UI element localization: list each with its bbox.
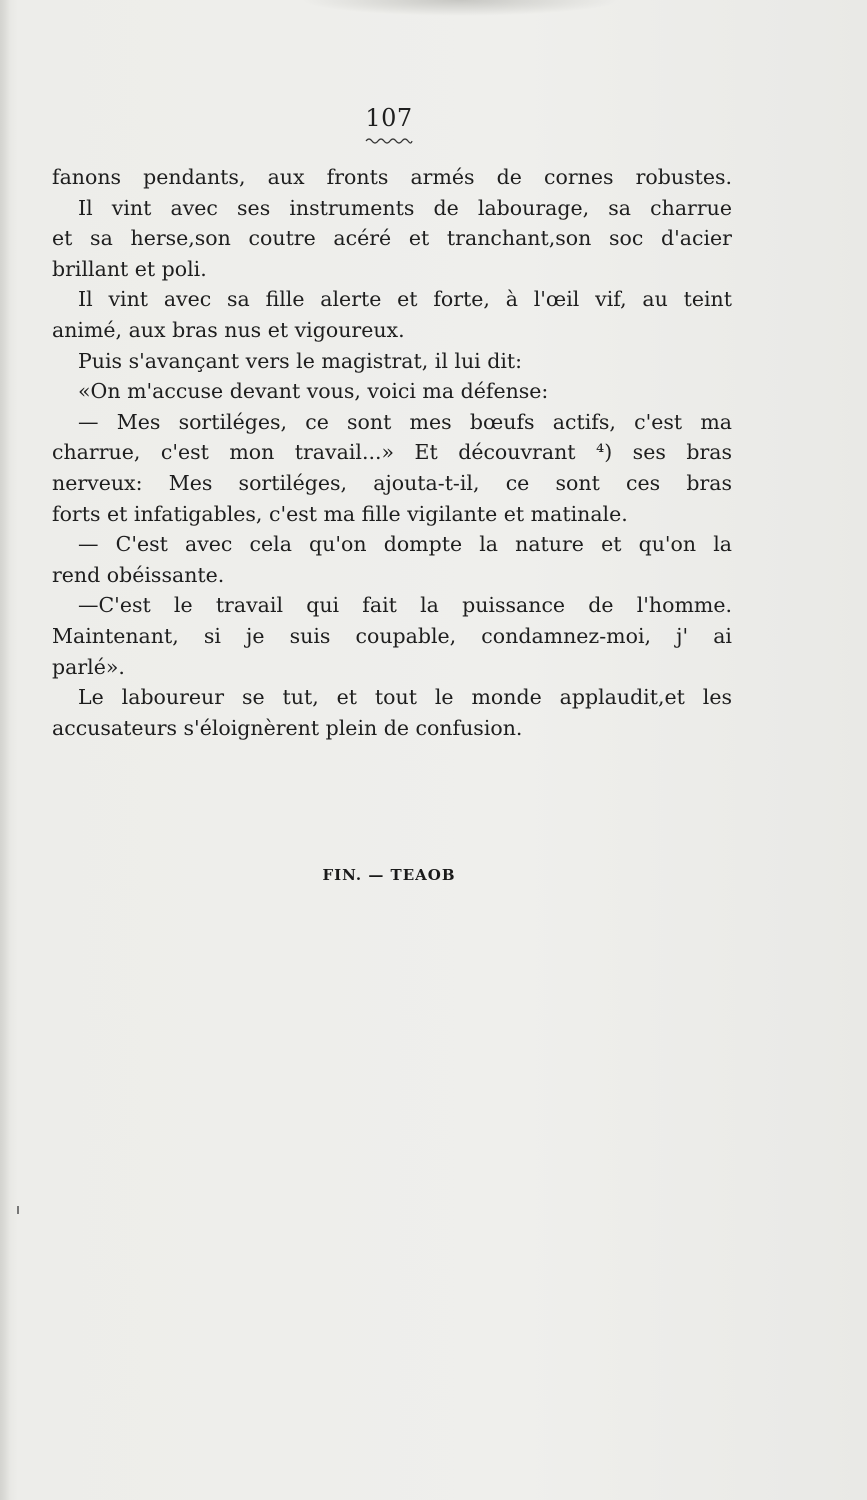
page-top-shadow — [300, 0, 620, 16]
text-line: brillant et poli. — [52, 256, 207, 281]
text-line: rend obéissante. — [52, 562, 225, 587]
text-line: «On m'accuse devant vous, voici ma défense: — [78, 379, 549, 404]
printer-colophon: FIN. — TEAOB — [322, 866, 456, 884]
text-line: — Mes sortiléges, ce sont mes bœufs actifs, c'est ma — [78, 409, 732, 434]
text-line: et sa herse,son coutre acéré et tranchant,son soc d'acier — [52, 226, 732, 251]
text-line: Le laboureur se tut, et tout le monde applaudit,et les — [78, 685, 732, 710]
text-line: nerveux: Mes sortiléges, ajouta-t-il, ce sont ces bras — [52, 470, 732, 495]
text-line: Il vint avec ses instruments de labourage, sa charrue — [78, 195, 732, 220]
text-line: fanons pendants, aux fronts armés de cornes robustes. — [52, 165, 732, 189]
body-text — [52, 162, 732, 743]
wavy-ornament-icon — [365, 136, 413, 146]
text-line: forts et infatigables, c'est ma fille vigilante et matinale. — [52, 501, 628, 526]
page-number: 107 — [365, 104, 413, 132]
text-line: charrue, c'est mon travail...» Et découvrant ⁴) ses bras — [52, 440, 732, 465]
text-line: parlé». — [52, 654, 125, 679]
text-line: — C'est avec cela qu'on dompte la nature et qu'on la — [78, 532, 732, 557]
text-line: accusateurs s'éloignèrent plein de confusion. — [52, 715, 523, 740]
text-line: animé, aux bras nus et vigoureux. — [52, 317, 405, 342]
text-line: Maintenant, si je suis coupable, condamnez-moi, j' ai — [52, 623, 732, 648]
page-binding-shadow — [0, 0, 10, 1500]
paper-speck — [17, 1206, 19, 1214]
text-line: Il vint avec sa fille alerte et forte, à l'œil vif, au teint — [78, 287, 732, 312]
text-line: Puis s'avançant vers le magistrat, il lui dit: — [78, 348, 523, 373]
text-line: —C'est le travail qui fait la puissance de l'homme. — [78, 593, 732, 618]
